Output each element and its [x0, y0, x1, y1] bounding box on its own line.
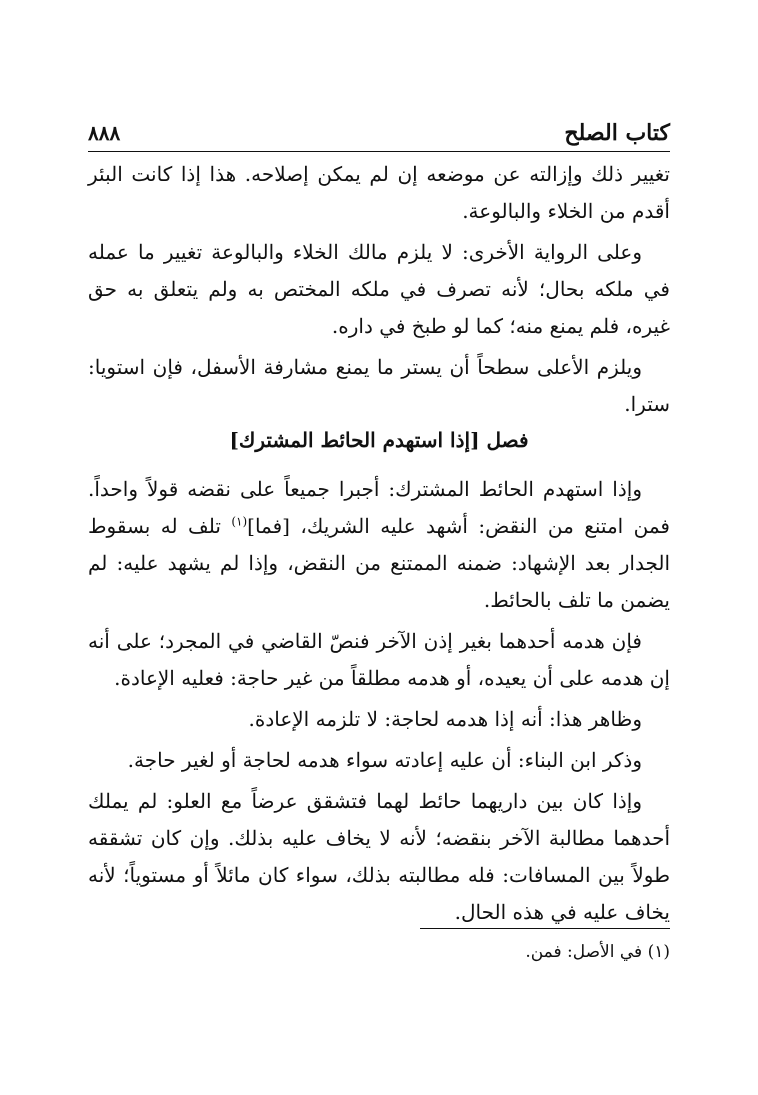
paragraph-6: وظاهر هذا: أنه إذا هدمه لحاجة: لا تلزمه الإعادة. — [248, 707, 642, 731]
paragraph-1: تغيير ذلك وإزالته عن موضعه إن لم يمكن إصلاحه. هذا إذا كانت البئر أقدم من الخلاء والبالوعة. — [88, 162, 670, 223]
paragraph-7: وذكر ابن البناء: أن عليه إعادته سواء هدمه لحاجة أو لغير حاجة. — [127, 748, 642, 772]
footnote-rule — [420, 928, 670, 929]
page-body — [88, 156, 670, 935]
section-heading: فصل [إذا استهدم الحائط المشترك] — [229, 428, 529, 452]
running-title: كتاب الصلح — [564, 120, 670, 146]
paragraph-3: ويلزم الأعلى سطحاً أن يستر ما يمنع مشارفة الأسفل، فإن استويا: سترا. — [88, 355, 670, 416]
paragraph-4-part-2: تلف له بسقوط الجدار بعد الإشهاد: ضمنه الممتنع من النقض، وإذا لم يشهد عليه: لم يضمن ما تلف بالحائط. — [88, 514, 670, 612]
paragraph-4 — [88, 471, 670, 619]
paragraph-4-part-1: وإذا استهدم الحائط المشترك: أجبرا جميعاً على نقضه قولاً واحداً. فمن امتنع من النقض: أشهد عليه الشريك، [فما] — [88, 477, 670, 538]
page-header — [88, 118, 670, 152]
header-rule — [88, 151, 670, 152]
paragraph-8: وإذا كان بين داريهما حائط لهما فتشقق عرضاً مع العلو: لم يملك أحدهما مطالبة الآخر بنقضه؛ لأنه لا يخاف عليه بذلك. وإن كان تشققه طولاً بين المسافات: فله مطالبته بذلك، سواء كان مائلاً أو مستوياً؛ لأنه يخاف عليه في هذه الحال. — [88, 789, 670, 924]
paragraph-2: وعلى الرواية الأخرى: لا يلزم مالك الخلاء والبالوعة تغيير ما عمله في ملكه بحال؛ لأنه تصرف في ملكه المختص به ولم يتعلق به حق غيره، فلم يمنع منه؛ كما لو طبخ في داره. — [88, 240, 670, 338]
page-number: ٨٨٨ — [88, 121, 121, 145]
paragraph-5: فإن هدمه أحدهما بغير إذن الآخر فنصّ القاضي في المجرد؛ على أنه إن هدمه على أن يعيده، أو هدمه مطلقاً من غير حاجة: فعليه الإعادة. — [88, 629, 670, 690]
footnote: (١) في الأصل: فمن. — [525, 942, 670, 962]
footnote-marker: (١) — [231, 514, 248, 529]
